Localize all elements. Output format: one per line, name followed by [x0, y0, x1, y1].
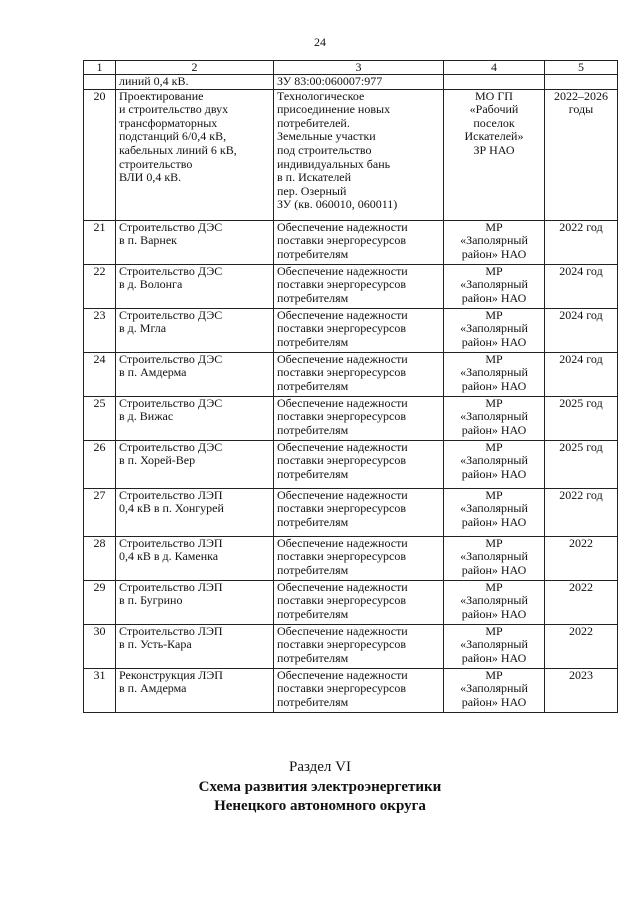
- section-title-line2: Ненецкого автономного округа: [214, 798, 426, 814]
- cell-period: 2022: [545, 580, 618, 624]
- cell-num: 20: [84, 89, 116, 220]
- table-row: [84, 89, 618, 220]
- cell-executor: МР «Заполярный район» НАО: [444, 580, 545, 624]
- table-row: [84, 624, 618, 668]
- table-row: [84, 352, 618, 396]
- table-row: [84, 536, 618, 580]
- measures-table: [83, 60, 618, 713]
- cell-executor: МР «Заполярный район» НАО: [444, 352, 545, 396]
- table-row: [84, 668, 618, 712]
- cell-name: Реконструкция ЛЭП в п. Амдерма: [116, 668, 274, 712]
- cell-period: 2024 год: [545, 308, 618, 352]
- cell-period: 2024 год: [545, 264, 618, 308]
- cell-name: линий 0,4 кВ.: [116, 75, 274, 90]
- cell-num: 24: [84, 352, 116, 396]
- cell-num: [84, 75, 116, 90]
- cell-num: 22: [84, 264, 116, 308]
- table-row: [84, 396, 618, 440]
- cell-executor: МР «Заполярный район» НАО: [444, 536, 545, 580]
- cell-executor: [444, 75, 545, 90]
- cell-name: Строительство ДЭС в п. Хорей-Вер: [116, 440, 274, 488]
- cell-num: 23: [84, 308, 116, 352]
- table-row: [84, 440, 618, 488]
- cell-purpose: Обеспечение надежности поставки энергоресурсов потребителям: [274, 396, 444, 440]
- cell-period: 2025 год: [545, 396, 618, 440]
- cell-num: 21: [84, 220, 116, 264]
- cell-num: 31: [84, 668, 116, 712]
- cell-executor: МР «Заполярный район» НАО: [444, 396, 545, 440]
- cell-num: 30: [84, 624, 116, 668]
- cell-num: 28: [84, 536, 116, 580]
- cell-name: Строительство ДЭС в п. Амдерма: [116, 352, 274, 396]
- cell-name: Строительство ДЭС в д. Вижас: [116, 396, 274, 440]
- cell-name: Строительство ЛЭП в п. Бугрино: [116, 580, 274, 624]
- cell-executor: МР «Заполярный район» НАО: [444, 308, 545, 352]
- column-header: 3: [274, 61, 444, 75]
- cell-period: 2023: [545, 668, 618, 712]
- column-number-row: [84, 61, 618, 75]
- table-row: [84, 308, 618, 352]
- page-number: 24: [314, 35, 326, 49]
- table-row: [84, 488, 618, 536]
- column-header: 4: [444, 61, 545, 75]
- cell-purpose: Обеспечение надежности поставки энергоресурсов потребителям: [274, 668, 444, 712]
- continuation-row: [84, 75, 618, 90]
- cell-purpose: Обеспечение надежности поставки энергоресурсов потребителям: [274, 488, 444, 536]
- cell-name: Строительство ЛЭП 0,4 кВ в п. Хонгурей: [116, 488, 274, 536]
- cell-purpose: Обеспечение надежности поставки энергоресурсов потребителям: [274, 536, 444, 580]
- cell-purpose: ЗУ 83:00:060007:977: [274, 75, 444, 90]
- cell-purpose: Обеспечение надежности поставки энергоресурсов потребителям: [274, 580, 444, 624]
- cell-name: Проектирование и строительство двух трансформаторных подстанций 6/0,4 кВ, кабельных линий 6 кВ, строительство ВЛИ 0,4 кВ.: [116, 89, 274, 220]
- cell-period: [545, 75, 618, 90]
- cell-purpose: Обеспечение надежности поставки энергоресурсов потребителям: [274, 264, 444, 308]
- cell-name: Строительство ЛЭП в п. Усть-Кара: [116, 624, 274, 668]
- cell-purpose: Обеспечение надежности поставки энергоресурсов потребителям: [274, 308, 444, 352]
- cell-purpose: Обеспечение надежности поставки энергоресурсов потребителям: [274, 220, 444, 264]
- cell-num: 25: [84, 396, 116, 440]
- cell-period: 2022 год: [545, 220, 618, 264]
- cell-name: Строительство ДЭС в д. Волонга: [116, 264, 274, 308]
- cell-executor: МР «Заполярный район» НАО: [444, 624, 545, 668]
- column-header: 1: [84, 61, 116, 75]
- cell-period: 2022–2026 годы: [545, 89, 618, 220]
- cell-num: 26: [84, 440, 116, 488]
- cell-period: 2025 год: [545, 440, 618, 488]
- cell-executor: МР «Заполярный район» НАО: [444, 220, 545, 264]
- section-title-line1: Схема развития электроэнергетики: [198, 779, 442, 795]
- cell-purpose: Технологическое присоединение новых потребителей. Земельные участки под строительство индивидуальных бань в п. Искателей пер. Озерный ЗУ (кв. 060010, 060011): [274, 89, 444, 220]
- cell-executor: МР «Заполярный район» НАО: [444, 264, 545, 308]
- cell-period: 2022 год: [545, 488, 618, 536]
- table-row: [84, 264, 618, 308]
- cell-purpose: Обеспечение надежности поставки энергоресурсов потребителям: [274, 352, 444, 396]
- table-row: [84, 580, 618, 624]
- column-header: 5: [545, 61, 618, 75]
- cell-executor: МР «Заполярный район» НАО: [444, 488, 545, 536]
- cell-period: 2022: [545, 624, 618, 668]
- cell-executor: МР «Заполярный район» НАО: [444, 440, 545, 488]
- cell-period: 2024 год: [545, 352, 618, 396]
- section-number: Раздел VI: [288, 759, 351, 775]
- cell-executor: МО ГП «Рабочий поселок Искателей» ЗР НАО: [444, 89, 545, 220]
- column-header: 2: [116, 61, 274, 75]
- cell-executor: МР «Заполярный район» НАО: [444, 668, 545, 712]
- cell-purpose: Обеспечение надежности поставки энергоресурсов потребителям: [274, 440, 444, 488]
- cell-name: Строительство ЛЭП 0,4 кВ в д. Каменка: [116, 536, 274, 580]
- cell-purpose: Обеспечение надежности поставки энергоресурсов потребителям: [274, 624, 444, 668]
- table-row: [84, 220, 618, 264]
- cell-num: 29: [84, 580, 116, 624]
- cell-period: 2022: [545, 536, 618, 580]
- cell-name: Строительство ДЭС в д. Мгла: [116, 308, 274, 352]
- cell-num: 27: [84, 488, 116, 536]
- cell-name: Строительство ДЭС в п. Варнек: [116, 220, 274, 264]
